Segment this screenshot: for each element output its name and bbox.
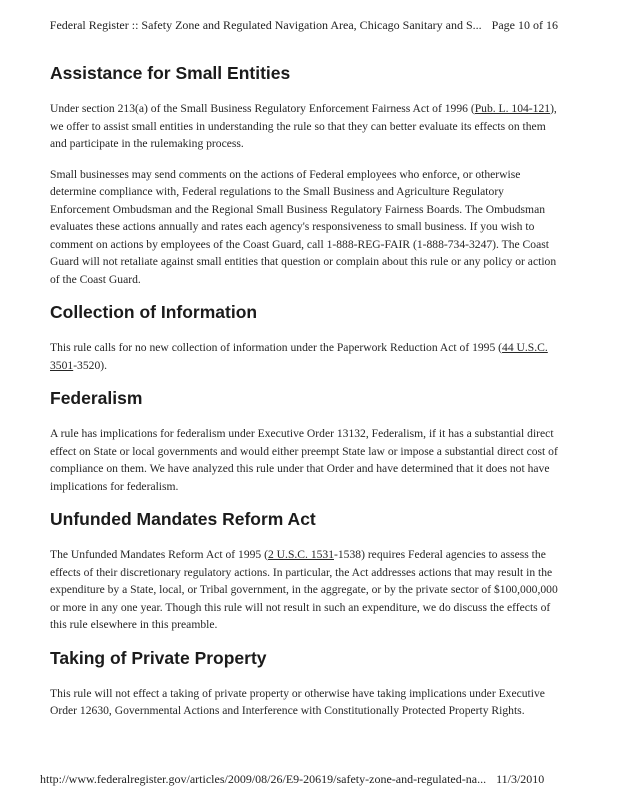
page-header	[0, 18, 618, 33]
usc-1531-link[interactable]: 2 U.S.C. 1531	[267, 548, 335, 561]
paragraph-text: This rule calls for no new collection of information under the Paperwork Reduction Act of 1995 (	[50, 341, 503, 354]
document-body	[50, 55, 562, 734]
paragraph-text: This rule will not effect a taking of private property or otherwise have taking implications under Executive Order 12630, Governmental Actions and Interference with Constitutionally Protected Property Rights.	[50, 686, 545, 717]
paragraph	[50, 546, 562, 634]
section-heading: Unfunded Mandates Reform Act	[50, 509, 316, 529]
section-unfunded-mandates	[50, 509, 562, 634]
section-taking-of-private-property	[50, 648, 562, 720]
paragraph-text: ), we offer to assist small entities in understanding the rule so that they can better evaluate its effects on them and participate in the rulemaking process.	[50, 102, 557, 150]
section-small-entities	[50, 63, 562, 288]
section-collection-of-information	[50, 302, 562, 374]
section-heading: Collection of Information	[50, 302, 258, 322]
section-heading: Assistance for Small Entities	[50, 63, 291, 83]
page-footer	[0, 772, 618, 787]
paragraph	[50, 100, 562, 153]
section-federalism	[50, 388, 562, 495]
paragraph-text: Small businesses may send comments on the actions of Federal employees who enforce, or otherwise determine compliance with, Federal regulations to the Small Business and Agriculture Regulatory Enforcement Ombudsman and the Regional Small Business Regulatory Fairness Boards. The Ombudsman evaluates these actions annually and rates each agency's responsiveness to small business. If you wish to comment on actions by employees of the Coast Guard, call 1-888-REG-FAIR (1-888-734-3247). The Coast Guard will not retaliate against small entities that question or complain about this rule or any policy or action of the Coast Guard.	[50, 167, 557, 286]
paragraph	[50, 339, 562, 374]
paragraph	[50, 685, 562, 720]
footer-url: http://www.federalregister.gov/articles/2009/08/26/E9-20619/safety-zone-and-regulated-na...	[40, 772, 487, 786]
paragraph	[50, 166, 562, 289]
paragraph	[50, 425, 562, 495]
usc-3501-link[interactable]: 44 U.S.C. 3501	[50, 341, 548, 372]
paragraph-text: Under section 213(a) of the Small Business Regulatory Enforcement Fairness Act of 1996 (	[50, 102, 475, 115]
paragraph-text: The Unfunded Mandates Reform Act of 1995 (	[50, 548, 268, 561]
header-title: Federal Register :: Safety Zone and Regulated Navigation Area, Chicago Sanitary and S...	[49, 18, 482, 32]
section-heading: Taking of Private Property	[50, 647, 267, 668]
header-page-number: Page 10 of 16	[491, 18, 558, 32]
pub-law-link[interactable]: Pub. L. 104-121	[474, 102, 551, 115]
paragraph-text: A rule has implications for federalism under Executive Order 13132, Federalism, if it has a substantial direct effect on State or local governments and would either preempt State law or impose a substantial direct cost of compliance on them. We have analyzed this rule under that Order and have determined that it does not have implications for federalism.	[50, 427, 558, 493]
section-heading: Federalism	[50, 388, 143, 408]
paragraph-text: -3520).	[73, 358, 107, 372]
paragraph-text: -1538) requires Federal agencies to assess the effects of their discretionary regulatory actions. In particular, the Act addresses actions that may result in the expenditure by a State, local, or Tribal government, in the aggregate, or by the private sector of $100,000,000 or more in any one year. Though this rule will not result in such an expenditure, we do discuss the effects of this rule elsewhere in this preamble.	[50, 548, 558, 631]
footer-date: 11/3/2010	[496, 772, 545, 786]
